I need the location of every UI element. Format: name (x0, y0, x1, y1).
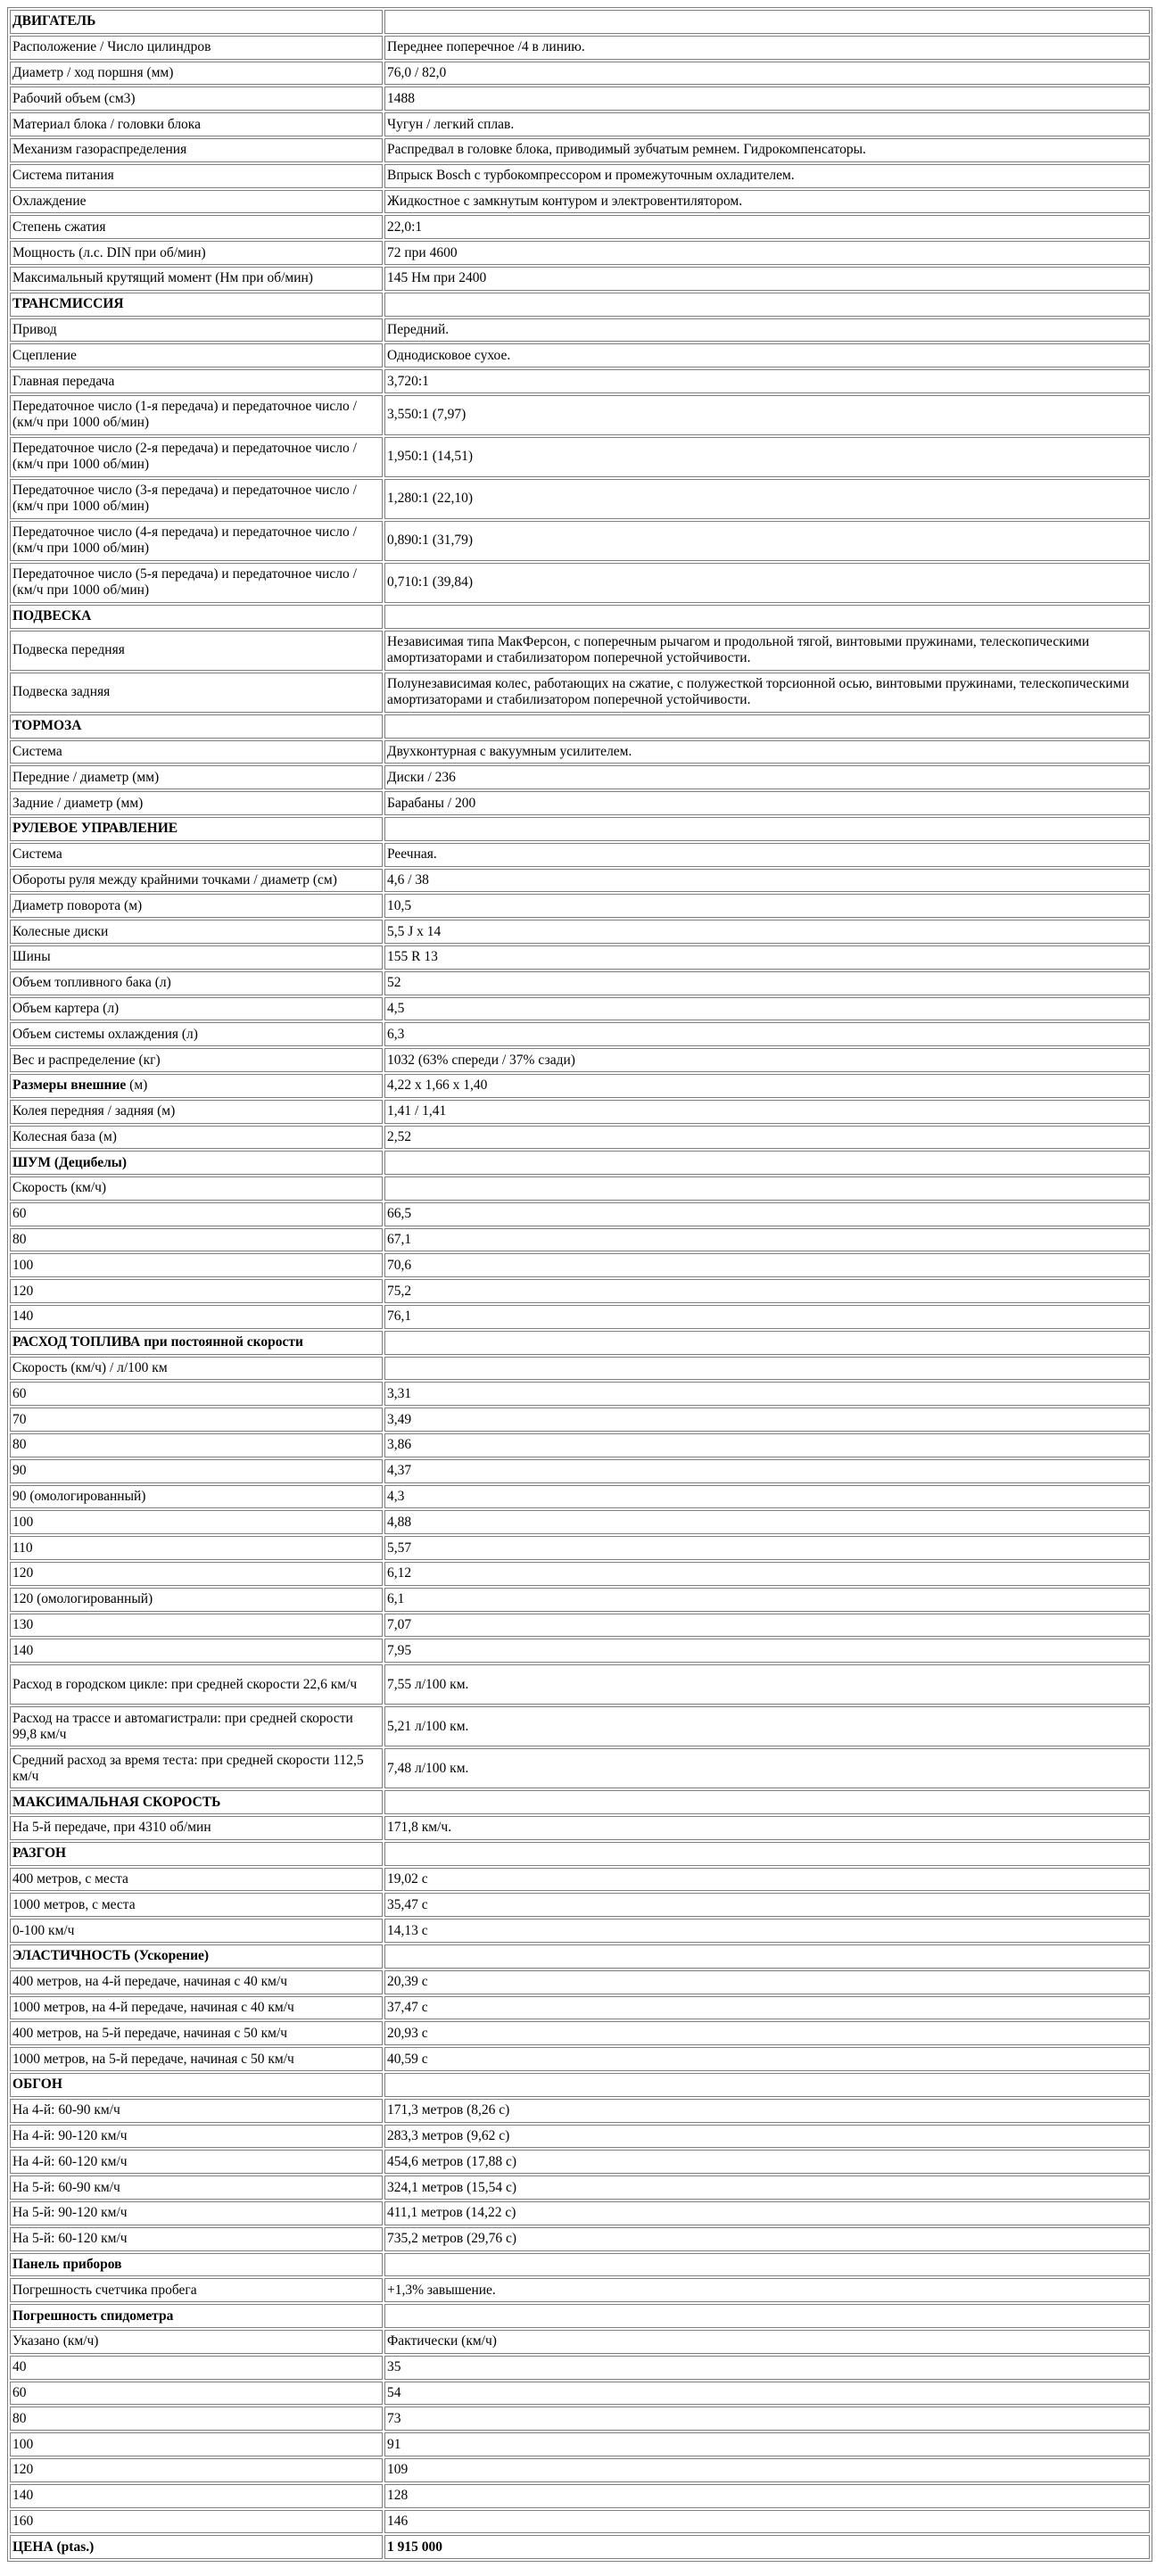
spec-row (10, 2407, 1150, 2431)
section-header-row (10, 714, 1150, 739)
spec-value: 411,1 метров (14,22 c) (384, 2201, 1150, 2225)
spec-label: Главная передача (10, 369, 383, 393)
empty-cell (384, 1331, 1150, 1355)
spec-row (10, 1433, 1150, 1457)
spec-row (10, 2099, 1150, 2123)
spec-value: 1,950:1 (14,51) (384, 437, 1150, 477)
spec-row (10, 138, 1150, 162)
spec-row (10, 1408, 1150, 1432)
spec-label: 400 метров, на 4-й передаче, начиная с 40 км/ч (10, 1970, 383, 1994)
spec-row (10, 1748, 1150, 1788)
spec-label: 160 (10, 2510, 383, 2534)
spec-label: Колесные диски (10, 920, 383, 944)
spec-row (10, 395, 1150, 435)
spec-value: 145 Нм при 2400 (384, 267, 1150, 291)
spec-table (7, 7, 1152, 2562)
spec-label: Задние / диаметр (мм) (10, 791, 383, 815)
spec-value: 155 R 13 (384, 945, 1150, 970)
section-header-row (10, 10, 1150, 34)
spec-row (10, 87, 1150, 111)
spec-value: Чугун / легкий сплав. (384, 112, 1150, 136)
spec-label: 120 (омологированный) (10, 1588, 383, 1612)
spec-row (10, 1706, 1150, 1746)
section-header-row (10, 605, 1150, 629)
spec-value: Полунезависимая колес, работающих на сжатие, с полужесткой торсионной осью, винтовыми пружинами, телескопическими амортизаторами и стабилизатором поперечной устойчивости. (384, 673, 1150, 713)
spec-value: Переднее поперечное /4 в линию. (384, 36, 1150, 60)
spec-row (10, 1639, 1150, 1663)
section-title: ПОДВЕСКА (10, 605, 383, 629)
spec-label: Передаточное число (5-я передача) и передаточное число / (км/ч при 1000 об/мин) (10, 563, 383, 603)
spec-value: 4,37 (384, 1459, 1150, 1483)
spec-value: 6,3 (384, 1022, 1150, 1046)
spec-row (10, 2227, 1150, 2251)
spec-row (10, 1074, 1150, 1098)
spec-row (10, 869, 1150, 893)
spec-row (10, 1485, 1150, 1509)
spec-label: 70 (10, 1408, 383, 1432)
spec-label: Максимальный крутящий момент (Нм при об/мин) (10, 267, 383, 291)
spec-value: 52 (384, 971, 1150, 995)
section-header-row (10, 2304, 1150, 2328)
section-title: МАКСИМАЛЬНАЯ СКОРОСТЬ (10, 1790, 383, 1814)
spec-label: 100 (10, 1253, 383, 1277)
section-header-row (10, 1842, 1150, 1866)
spec-row (10, 2201, 1150, 2225)
spec-value: 7,07 (384, 1614, 1150, 1638)
spec-row (10, 2150, 1150, 2174)
spec-row (10, 971, 1150, 995)
spec-label: 100 (10, 1510, 383, 1534)
spec-label: 110 (10, 1536, 383, 1560)
spec-label: Материал блока / головки блока (10, 112, 383, 136)
spec-value: 4,22 x 1,66 x 1,40 (384, 1074, 1150, 1098)
spec-label: 1000 метров, на 4-й передаче, начиная с 40 км/ч (10, 1996, 383, 2020)
spec-row (10, 1816, 1150, 1840)
spec-value: 20,93 c (384, 2021, 1150, 2045)
spec-row (10, 1022, 1150, 1046)
spec-row (10, 2021, 1150, 2045)
empty-cell (384, 293, 1150, 317)
spec-label: 90 (омологированный) (10, 1485, 383, 1509)
spec-value: Фактически (км/ч) (384, 2330, 1150, 2354)
spec-row (10, 437, 1150, 477)
spec-row (10, 1382, 1150, 1406)
section-title: Погрешность спидометра (10, 2304, 383, 2328)
spec-label: Расход на трассе и автомагистрали: при средней скорости 99,8 км/ч (10, 1706, 383, 1746)
spec-value: 1,280:1 (22,10) (384, 479, 1150, 519)
spec-row (10, 1228, 1150, 1252)
spec-row (10, 791, 1150, 815)
spec-label: 1000 метров, с места (10, 1893, 383, 1917)
spec-value: 109 (384, 2458, 1150, 2482)
spec-value: Передний. (384, 318, 1150, 343)
spec-label: Передаточное число (3-я передача) и передаточное число / (км/ч при 1000 об/мин) (10, 479, 383, 519)
spec-row (10, 343, 1150, 367)
section-title: ДВИГАТЕЛЬ (10, 10, 383, 34)
spec-row (10, 1177, 1150, 1201)
empty-cell (384, 605, 1150, 629)
spec-row (10, 2458, 1150, 2482)
price-row (10, 2535, 1150, 2559)
spec-label: Подвеска задняя (10, 673, 383, 713)
spec-label: Объем системы охлаждения (л) (10, 1022, 383, 1046)
spec-value: 5,5 J x 14 (384, 920, 1150, 944)
spec-row (10, 765, 1150, 789)
spec-value: 4,3 (384, 1485, 1150, 1509)
spec-value: 37,47 c (384, 1996, 1150, 2020)
spec-label: 400 метров, на 5-й передаче, начиная с 50 км/ч (10, 2021, 383, 2045)
spec-row (10, 521, 1150, 561)
empty-cell (384, 2073, 1150, 2097)
spec-value: 4,5 (384, 997, 1150, 1021)
spec-row (10, 563, 1150, 603)
spec-value: Распредвал в головке блока, приводимый зубчатым ремнем. Гидрокомпенсаторы. (384, 138, 1150, 162)
spec-label: Расположение / Число цилиндров (10, 36, 383, 60)
section-title: РАЗГОН (10, 1842, 383, 1866)
spec-row (10, 1868, 1150, 1892)
spec-value: 67,1 (384, 1228, 1150, 1252)
section-header-row (10, 1151, 1150, 1175)
spec-row (10, 1996, 1150, 2020)
spec-row (10, 2510, 1150, 2534)
spec-label: Передаточное число (1-я передача) и передаточное число / (км/ч при 1000 об/мин) (10, 395, 383, 435)
spec-label: На 5-й: 90-120 км/ч (10, 2201, 383, 2225)
spec-label: 40 (10, 2356, 383, 2380)
spec-value: Независимая типа МакФерсон, с поперечным рычагом и продольной тягой, винтовыми пружинами, телескопическими амортизаторами и стабилизатором поперечной устойчивости. (384, 631, 1150, 671)
spec-row (10, 369, 1150, 393)
spec-row (10, 1510, 1150, 1534)
spec-row (10, 2047, 1150, 2071)
spec-value (384, 1177, 1150, 1201)
price-label: ЦЕНА (ptas.) (10, 2535, 383, 2559)
spec-value: 6,12 (384, 1562, 1150, 1586)
spec-label: 120 (10, 2458, 383, 2482)
spec-row (10, 112, 1150, 136)
spec-value: 283,3 метров (9,62 c) (384, 2125, 1150, 2149)
empty-cell (384, 1842, 1150, 1866)
spec-label: На 5-й: 60-120 км/ч (10, 2227, 383, 2251)
spec-value: 20,39 c (384, 1970, 1150, 1994)
spec-row (10, 2176, 1150, 2200)
spec-row (10, 267, 1150, 291)
spec-row (10, 190, 1150, 214)
spec-value: 3,550:1 (7,97) (384, 395, 1150, 435)
spec-value: 19,02 c (384, 1868, 1150, 1892)
spec-label: На 4-й: 60-120 км/ч (10, 2150, 383, 2174)
spec-row (10, 740, 1150, 764)
spec-value: 0,890:1 (31,79) (384, 521, 1150, 561)
spec-row (10, 1357, 1150, 1381)
spec-value: 40,59 c (384, 2047, 1150, 2071)
spec-row (10, 1100, 1150, 1124)
spec-value: 66,5 (384, 1202, 1150, 1226)
spec-row (10, 1664, 1150, 1705)
section-header-row (10, 1331, 1150, 1355)
spec-value: Впрыск Bosch с турбокомпрессором и промежуточным охладителем. (384, 164, 1150, 188)
spec-label: 1000 метров, на 5-й передаче, начиная с 50 км/ч (10, 2047, 383, 2071)
spec-label: Колесная база (м) (10, 1126, 383, 1150)
spec-value: 7,55 л/100 км. (384, 1664, 1150, 1705)
spec-value: 146 (384, 2510, 1150, 2534)
spec-label: 80 (10, 2407, 383, 2431)
spec-label: Вес и распределение (кг) (10, 1048, 383, 1072)
spec-row (10, 1202, 1150, 1226)
spec-row (10, 479, 1150, 519)
spec-label: Скорость (км/ч) / л/100 км (10, 1357, 383, 1381)
spec-row (10, 2484, 1150, 2508)
spec-label: Передние / диаметр (мм) (10, 765, 383, 789)
spec-label: Передаточное число (4-я передача) и передаточное число / (км/ч при 1000 об/мин) (10, 521, 383, 561)
spec-label: Подвеска передняя (10, 631, 383, 671)
spec-value: 3,49 (384, 1408, 1150, 1432)
spec-value: 3,720:1 (384, 369, 1150, 393)
spec-value: 35 (384, 2356, 1150, 2380)
spec-row (10, 215, 1150, 239)
spec-row (10, 1893, 1150, 1917)
spec-value: 54 (384, 2382, 1150, 2406)
section-title: Панель приборов (10, 2253, 383, 2277)
spec-label: На 5-й передаче, при 4310 об/мин (10, 1816, 383, 1840)
section-header-row (10, 1790, 1150, 1814)
spec-value: 22,0:1 (384, 215, 1150, 239)
section-title: ШУМ (Децибелы) (10, 1151, 383, 1175)
spec-row (10, 318, 1150, 343)
spec-row (10, 1562, 1150, 1586)
spec-row (10, 1126, 1150, 1150)
spec-label: Привод (10, 318, 383, 343)
spec-label: На 4-й: 60-90 км/ч (10, 2099, 383, 2123)
spec-row (10, 1536, 1150, 1560)
spec-label: 90 (10, 1459, 383, 1483)
spec-value (384, 1357, 1150, 1381)
spec-label: Мощность (л.с. DIN при об/мин) (10, 241, 383, 265)
spec-value: 70,6 (384, 1253, 1150, 1277)
empty-cell (384, 817, 1150, 841)
spec-row (10, 631, 1150, 671)
spec-value: 14,13 c (384, 1919, 1150, 1943)
spec-value: 3,86 (384, 1433, 1150, 1457)
spec-row (10, 1305, 1150, 1329)
spec-row (10, 1459, 1150, 1483)
spec-value: 91 (384, 2432, 1150, 2456)
section-header-row (10, 1944, 1150, 1969)
spec-value: 128 (384, 2484, 1150, 2508)
spec-value: 3,31 (384, 1382, 1150, 1406)
section-header-row (10, 293, 1150, 317)
spec-value: Барабаны / 200 (384, 791, 1150, 815)
spec-label: Система (10, 740, 383, 764)
spec-label: 100 (10, 2432, 383, 2456)
spec-row (10, 920, 1150, 944)
spec-label: Сцепление (10, 343, 383, 367)
spec-label-unit: (м) (126, 1077, 148, 1094)
spec-label-bold: Размеры внешние (12, 1077, 127, 1094)
spec-row (10, 36, 1150, 60)
spec-label: 60 (10, 2382, 383, 2406)
empty-cell (384, 714, 1150, 739)
spec-label: Механизм газораспределения (10, 138, 383, 162)
section-header-row (10, 2253, 1150, 2277)
spec-row (10, 894, 1150, 918)
spec-label: 140 (10, 1639, 383, 1663)
spec-value: 73 (384, 2407, 1150, 2431)
spec-value: 76,0 / 82,0 (384, 62, 1150, 86)
spec-value: 1,41 / 1,41 (384, 1100, 1150, 1124)
spec-label: Система (10, 843, 383, 867)
spec-label: Скорость (км/ч) (10, 1177, 383, 1201)
spec-row (10, 673, 1150, 713)
spec-row (10, 241, 1150, 265)
spec-value: 75,2 (384, 1279, 1150, 1303)
empty-cell (384, 10, 1150, 34)
empty-cell (384, 1151, 1150, 1175)
spec-value: 454,6 метров (17,88 c) (384, 2150, 1150, 2174)
spec-value: 5,21 л/100 км. (384, 1706, 1150, 1746)
spec-row (10, 1253, 1150, 1277)
section-title: ТРАНСМИССИЯ (10, 293, 383, 317)
spec-label: 60 (10, 1202, 383, 1226)
spec-row (10, 997, 1150, 1021)
spec-label: 120 (10, 1279, 383, 1303)
spec-row (10, 945, 1150, 970)
section-title: ЭЛАСТИЧНОСТЬ (Ускорение) (10, 1944, 383, 1969)
section-title: ОБГОН (10, 2073, 383, 2097)
spec-table-body (10, 10, 1150, 2559)
spec-value: 0,710:1 (39,84) (384, 563, 1150, 603)
spec-label: 400 метров, с места (10, 1868, 383, 1892)
spec-value: 735,2 метров (29,76 c) (384, 2227, 1150, 2251)
spec-row (10, 1588, 1150, 1612)
empty-cell (384, 2304, 1150, 2328)
spec-label: Диаметр поворота (м) (10, 894, 383, 918)
spec-row (10, 2125, 1150, 2149)
spec-value: 1488 (384, 87, 1150, 111)
spec-label: 60 (10, 1382, 383, 1406)
section-header-row (10, 2073, 1150, 2097)
spec-value: 5,57 (384, 1536, 1150, 1560)
section-header-row (10, 817, 1150, 841)
spec-value: Однодисковое сухое. (384, 343, 1150, 367)
spec-label: 140 (10, 2484, 383, 2508)
empty-cell (384, 1944, 1150, 1969)
spec-value: Жидкостное с замкнутым контуром и электровентилятором. (384, 190, 1150, 214)
spec-row (10, 2330, 1150, 2354)
spec-label: 0-100 км/ч (10, 1919, 383, 1943)
spec-label: 80 (10, 1228, 383, 1252)
spec-value: 171,8 км/ч. (384, 1816, 1150, 1840)
spec-row (10, 843, 1150, 867)
spec-label: 140 (10, 1305, 383, 1329)
empty-cell (384, 2253, 1150, 2277)
spec-label: Расход в городском цикле: при средней скорости 22,6 км/ч (10, 1664, 383, 1705)
spec-row (10, 1614, 1150, 1638)
spec-row (10, 2432, 1150, 2456)
spec-row (10, 1048, 1150, 1072)
spec-label: Диаметр / ход поршня (мм) (10, 62, 383, 86)
spec-label: 80 (10, 1433, 383, 1457)
spec-value: 4,6 / 38 (384, 869, 1150, 893)
section-title: ТОРМОЗА (10, 714, 383, 739)
spec-label: Передаточное число (2-я передача) и передаточное число / (км/ч при 1000 об/мин) (10, 437, 383, 477)
spec-label: Обороты руля между крайними точками / диаметр (см) (10, 869, 383, 893)
spec-value: Реечная. (384, 843, 1150, 867)
spec-label: Система питания (10, 164, 383, 188)
spec-value: 4,88 (384, 1510, 1150, 1534)
spec-value: +1,3% завышение. (384, 2278, 1150, 2302)
spec-value: 324,1 метров (15,54 c) (384, 2176, 1150, 2200)
spec-label: На 4-й: 90-120 км/ч (10, 2125, 383, 2149)
spec-label: Указано (км/ч) (10, 2330, 383, 2354)
spec-value: 2,52 (384, 1126, 1150, 1150)
spec-label: 120 (10, 1562, 383, 1586)
empty-cell (384, 1790, 1150, 1814)
spec-label: Рабочий объем (см3) (10, 87, 383, 111)
spec-value: 10,5 (384, 894, 1150, 918)
spec-label: Охлаждение (10, 190, 383, 214)
spec-value: 7,95 (384, 1639, 1150, 1663)
price-value: 1 915 000 (384, 2535, 1150, 2559)
spec-label: Погрешность счетчика пробега (10, 2278, 383, 2302)
spec-row (10, 2278, 1150, 2302)
spec-label (10, 1074, 383, 1098)
spec-label: Объем картера (л) (10, 997, 383, 1021)
spec-value: Диски / 236 (384, 765, 1150, 789)
spec-row (10, 1970, 1150, 1994)
spec-value: 6,1 (384, 1588, 1150, 1612)
section-title: РУЛЕВОЕ УПРАВЛЕНИЕ (10, 817, 383, 841)
spec-value: 171,3 метров (8,26 c) (384, 2099, 1150, 2123)
spec-row (10, 2356, 1150, 2380)
spec-label: Средний расход за время теста: при средней скорости 112,5 км/ч (10, 1748, 383, 1788)
spec-value: 1032 (63% спереди / 37% сзади) (384, 1048, 1150, 1072)
section-title: РАСХОД ТОПЛИВА при постоянной скорости (10, 1331, 383, 1355)
spec-label: Степень сжатия (10, 215, 383, 239)
spec-label: Объем топливного бака (л) (10, 971, 383, 995)
spec-row (10, 1919, 1150, 1943)
spec-label: На 5-й: 60-90 км/ч (10, 2176, 383, 2200)
spec-row (10, 62, 1150, 86)
spec-row (10, 2382, 1150, 2406)
spec-row (10, 1279, 1150, 1303)
spec-label: 130 (10, 1614, 383, 1638)
spec-row (10, 164, 1150, 188)
spec-value: 7,48 л/100 км. (384, 1748, 1150, 1788)
spec-label: Шины (10, 945, 383, 970)
spec-value: 35,47 c (384, 1893, 1150, 1917)
spec-value: 72 при 4600 (384, 241, 1150, 265)
spec-value: Двухконтурная с вакуумным усилителем. (384, 740, 1150, 764)
spec-value: 76,1 (384, 1305, 1150, 1329)
spec-label: Колея передняя / задняя (м) (10, 1100, 383, 1124)
